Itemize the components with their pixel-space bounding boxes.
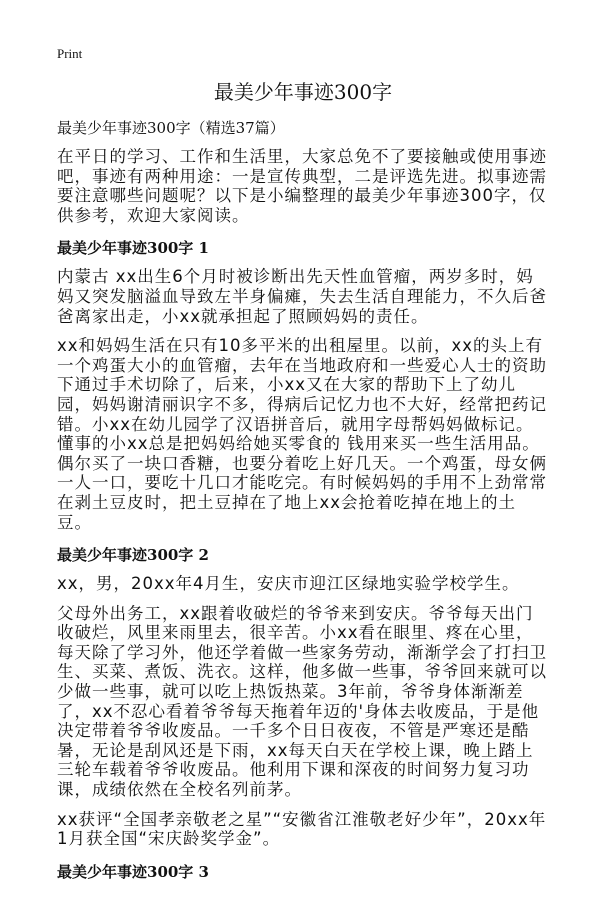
intro-paragraph: 在平日的学习、工作和生活里，大家总免不了要接触或使用事迹吧，事迹有两种用途：一是宣传典型，二是评选先进。拟事迹需要注意哪些问题呢？以下是小编整理的最美少年事迹300字，仅供参考，欢迎大家阅读。 [57, 147, 547, 225]
paragraph: xx和妈妈生活在只有10多平米的出租屋里。以前，xx的头上有一个鸡蛋大小的血管瘤，去年在当地政府和一些爱心人士的资助下通过手术切除了，后来，小xx又在大家的帮助下上了幼儿园，妈妈谢清丽识字不多，得病后记忆力也不大好，经常把药记错。小xx在幼儿园学了汉语拼音后，就用字母帮妈妈做标记。懂事的小xx总是把妈妈给她买零食的 钱用来买一些生活用品。偶尔买了一块口香糖，也要分着吃上好几天。一个鸡蛋，母女俩一人一口，要吃十几口才能吃完。有时候妈妈的手用不上劲常常在剥土豆皮时，把土豆掉在了地上xx会抢着吃掉在地上的土豆。 [57, 336, 547, 532]
section-heading-1: 最美少年事迹300字 1 [57, 239, 209, 258]
paragraph: 父母外出务工，xx跟着收破烂的爷爷来到安庆。爷爷每天出门收破烂，风里来雨里去，很辛苦。小xx看在眼里、疼在心里，每天除了学习外，他还学着做一些家务劳动，渐渐学会了打扫卫生、买菜、煮饭、洗衣。这样，他多做一些事，爷爷回来就可以少做一些事，就可以吃上热饭热菜。3年前，爷爷身体渐渐差了，xx不忍心看着爷爷每天拖着年迈的'身体去收废品，于是他决定带着爷爷收废品。一千多个日日夜夜，不管是严寒还是酷暑，无论是刮风还是下雨，xx每天白天在学校上课，晚上踏上三轮车载着爷爷收废品。他利用下课和深夜的时间努力复习功课，成绩依然在全校名列前茅。 [57, 603, 547, 800]
document-page [57, 0, 549, 901]
document-title: 最美少年事迹300字 [213, 80, 393, 104]
paragraph: 内蒙古 xx出生6个月时被诊断出先天性血管瘤，两岁多时，妈妈又突发脑溢血导致左半身偏瘫，失去生活自理能力，不久后爸爸离家出走，小xx就承担起了照顾妈妈的责任。 [57, 267, 547, 326]
document-subtitle: 最美少年事迹300字（精选37篇） [57, 119, 285, 137]
section-heading-2: 最美少年事迹300字 2 [57, 546, 209, 565]
print-label[interactable]: Print [57, 46, 83, 61]
paragraph: xx，男，20xx年4月生，安庆市迎江区绿地实验学校学生。 [57, 574, 520, 594]
section-heading-3: 最美少年事迹300字 3 [57, 862, 209, 881]
paragraph: xx获评“全国孝亲敬老之星”“安徽省江淮敬老好少年”，20xx年1月获全国“宋庆龄奖学金”。 [57, 809, 547, 849]
